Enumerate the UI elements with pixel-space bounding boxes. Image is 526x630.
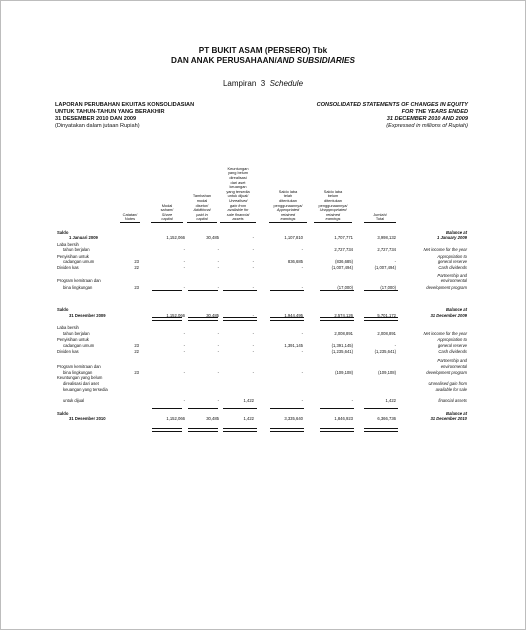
row-label-english: Unrealised gain from — [428, 381, 467, 386]
cell-total: 2,727,734 — [377, 247, 396, 252]
row-label: direalisasi dari aset — [63, 381, 99, 386]
row-label: Dividen kas — [57, 265, 79, 270]
row-label: 31 Desember 2009 — [69, 313, 106, 318]
row-label-english: development program — [426, 285, 467, 290]
cell-total: (1,235,641) — [374, 349, 396, 354]
cell-unrealised-gain: - — [252, 349, 254, 354]
cell-unappropriated-earnings: - — [351, 398, 353, 403]
cell-unrealised-gain: - — [252, 285, 254, 290]
cell-share-capital: - — [183, 398, 185, 403]
rule-c5-2010 — [320, 408, 354, 409]
cell-additional-paid-in-capital: - — [217, 398, 219, 403]
column-header-rule — [120, 222, 140, 223]
column-header-line: modal — [196, 197, 208, 203]
row-label: untuk dijual — [63, 398, 85, 403]
cell-unrealised-gain: - — [252, 343, 254, 348]
column-header-appropriated-earnings — [266, 190, 310, 223]
column-header-line: earnings — [325, 216, 341, 222]
cell-total: (1,007,494) — [374, 265, 396, 270]
row-label: Program kemitraan dan — [57, 278, 101, 283]
table-row — [0, 235, 526, 241]
cell-unappropriated-earnings: 1,846,923 — [334, 416, 353, 421]
table-row — [0, 265, 526, 271]
double-rule-c6-2009 — [364, 317, 398, 321]
title-en-line3: 31 DECEMBER 2010 AND 2009 — [386, 116, 468, 122]
row-label: 31 Desember 2010 — [69, 416, 106, 421]
row-label-english: environmental — [440, 278, 467, 283]
cell-share-capital: - — [183, 343, 185, 348]
cell-unappropriated-earnings: (109,108) — [335, 370, 353, 375]
cell-unappropriated-earnings: (836,685) — [335, 259, 353, 264]
row-label: bina lingkungan — [63, 285, 93, 290]
rule-c6-2009 — [364, 290, 398, 291]
double-rule-c4-2009 — [270, 317, 304, 321]
cell-appropriated-earnings: - — [301, 370, 303, 375]
cell-unrealised-gain: - — [252, 313, 254, 318]
cell-unappropriated-earnings: 2,574,126 — [334, 313, 353, 318]
table-row — [0, 313, 526, 319]
column-header-line: capital — [196, 216, 208, 222]
column-header-additional-paid-in-capital — [184, 194, 220, 223]
cell-appropriated-earnings: - — [301, 349, 303, 354]
row-note: 23 — [134, 343, 139, 348]
row-label-english: Net income for the year — [423, 247, 467, 252]
column-header-rule — [187, 222, 217, 223]
row-note: 22 — [134, 349, 139, 354]
column-header-rule — [364, 222, 396, 223]
cell-unrealised-gain: - — [252, 370, 254, 375]
row-label: Saldo — [57, 230, 69, 235]
column-header-unrealised-gain — [217, 167, 259, 223]
cell-total: 6,366,736 — [377, 416, 396, 421]
double-rule-c3-2010 — [223, 428, 257, 432]
row-label: Saldo — [57, 411, 69, 416]
column-header-line: Modal — [161, 202, 173, 208]
row-label: cadangan umum — [63, 259, 95, 264]
title-en-line1: CONSOLIDATED STATEMENTS OF CHANGES IN EQUITY — [316, 102, 468, 108]
column-header-rule — [151, 222, 183, 223]
column-header-line: available for — [227, 207, 249, 213]
company-subsidiaries: DAN ANAK PERUSAHAAN/AND SUBSIDIARIES — [171, 56, 355, 65]
row-label-english: 31 December 2009 — [430, 313, 467, 318]
cell-unrealised-gain: 1,422 — [243, 398, 254, 403]
column-header-line: belum — [327, 193, 339, 199]
column-header-share-capital — [148, 204, 186, 223]
column-header-line: penggunaannya/ — [273, 202, 303, 208]
cell-share-capital: - — [183, 259, 185, 264]
table-row — [0, 416, 526, 422]
cell-additional-paid-in-capital: - — [217, 331, 219, 336]
column-header-line: Saldo laba — [278, 188, 298, 194]
double-rule-c5-2009 — [320, 317, 354, 321]
cell-unrealised-gain: - — [252, 331, 254, 336]
table-row — [0, 349, 526, 355]
row-label: Laba bersih — [57, 325, 79, 330]
row-note: 23 — [134, 259, 139, 264]
row-label-english: environmental — [440, 364, 467, 369]
cell-share-capital: - — [183, 285, 185, 290]
row-note: 22 — [134, 265, 139, 270]
column-header-rule — [220, 222, 256, 223]
cell-total: 5,701,172 — [377, 313, 396, 318]
cell-share-capital: 1,152,066 — [166, 416, 185, 421]
cell-unrealised-gain: - — [252, 247, 254, 252]
column-header-line: dari aset — [230, 179, 246, 185]
column-header-line: Tambahan — [192, 193, 212, 199]
row-label: tahun berjalan — [63, 247, 90, 252]
title-id-line1: LAPORAN PERUBAHAN EKUITAS KONSOLIDASIAN — [55, 102, 195, 108]
row-label: tahun berjalan — [63, 331, 90, 336]
rule-c3-2009 — [223, 290, 257, 291]
column-header-line: Unrealised — [228, 197, 248, 203]
table-row — [0, 387, 526, 393]
cell-appropriated-earnings: - — [301, 265, 303, 270]
cell-unappropriated-earnings: 2,727,734 — [334, 247, 353, 252]
table-row — [0, 278, 526, 284]
title-id-line4: (Dinyatakan dalam jutaan Rupiah) — [55, 123, 140, 129]
row-label: bina lingkungan — [63, 370, 93, 375]
cell-share-capital: - — [183, 331, 185, 336]
row-label: Program kemitraan dan — [57, 364, 101, 369]
row-label-english: financial assets — [438, 398, 467, 403]
column-header-line: penggunaannya/ — [318, 202, 348, 208]
row-label-english: Net income for the year — [423, 331, 467, 336]
cell-additional-paid-in-capital: - — [217, 265, 219, 270]
rule-c4-2009 — [270, 290, 304, 291]
cell-additional-paid-in-capital: - — [217, 285, 219, 290]
cell-unappropriated-earnings: 2,008,891 — [334, 331, 353, 336]
column-header-line: retained — [325, 211, 341, 217]
cell-unappropriated-earnings: (1,391,145) — [331, 343, 353, 348]
title-id-line3: 31 DESEMBER 2010 DAN 2009 — [55, 116, 137, 122]
double-rule-c5-2010 — [320, 428, 354, 432]
row-label-english: Balance at — [446, 230, 467, 235]
row-label-english: Partnership and — [437, 273, 467, 278]
cell-appropriated-earnings: - — [301, 285, 303, 290]
cell-additional-paid-in-capital: - — [217, 259, 219, 264]
row-label-english: Appropriation to — [437, 254, 467, 259]
row-label-english: Appropriation to — [437, 337, 467, 342]
cell-appropriated-earnings: 1,107,810 — [284, 235, 303, 240]
column-header-line: capital — [161, 216, 173, 222]
table-row — [0, 285, 526, 291]
cell-appropriated-earnings: - — [301, 247, 303, 252]
rule-c5-2009 — [320, 290, 354, 291]
column-header-line: gain from — [229, 202, 247, 208]
cell-total: 3,998,132 — [377, 235, 396, 240]
column-header-line: Keuntungan — [227, 165, 249, 171]
column-header-line: earnings — [280, 216, 296, 222]
column-header-line: telah — [283, 193, 293, 199]
row-label-english: Cash dividends — [438, 349, 467, 354]
row-label-english: Cash dividends — [438, 265, 467, 270]
column-header-line: Total — [375, 216, 385, 222]
row-label: cadangan umum — [63, 343, 95, 348]
column-header-line: untuk dijual/ — [227, 193, 249, 199]
row-label-english: available for sale — [435, 387, 467, 392]
cell-unappropriated-earnings: (1,235,641) — [331, 349, 353, 354]
row-label: Keuntungan yang belum — [57, 375, 103, 380]
rule-c2-2010 — [188, 408, 218, 409]
table-row — [0, 398, 526, 404]
column-header-line: disetor/ — [195, 202, 209, 208]
column-header-line: sale financial — [226, 211, 250, 217]
rule-c6-2010 — [364, 408, 398, 409]
column-header-line: Jumlah/ — [373, 211, 387, 217]
cell-total: - — [394, 343, 396, 348]
cell-additional-paid-in-capital: 30,485 — [206, 313, 219, 318]
rule-c2-2009 — [188, 290, 218, 291]
cell-appropriated-earnings: 3,335,640 — [284, 416, 303, 421]
column-header-line: yang belum — [227, 170, 249, 176]
cell-share-capital: - — [183, 349, 185, 354]
cell-appropriated-earnings: 1,944,495 — [284, 313, 303, 318]
cell-additional-paid-in-capital: 30,485 — [206, 235, 219, 240]
title-en-line2: FOR THE YEARS ENDED — [401, 109, 468, 115]
rule-c1-2010 — [152, 408, 182, 409]
cell-additional-paid-in-capital: - — [217, 247, 219, 252]
cell-unappropriated-earnings: (17,000) — [337, 285, 353, 290]
column-header-line: ditentukan — [279, 197, 297, 203]
row-label-english: 1 January 2009 — [436, 235, 467, 240]
double-rule-c6-2010 — [364, 428, 398, 432]
cell-unrealised-gain: - — [252, 259, 254, 264]
row-label-english: general reserve — [437, 343, 467, 348]
column-header-line: ditentukan — [324, 197, 342, 203]
column-header-line: Catatan/ — [122, 211, 138, 217]
cell-total: 1,422 — [385, 398, 396, 403]
row-note: 23 — [134, 370, 139, 375]
rule-c3-2010 — [223, 408, 257, 409]
row-label-english: 31 December 2010 — [430, 416, 467, 421]
title-en-line4: (Expressed in millions of Rupiah) — [386, 123, 468, 129]
column-header-line: Additional — [193, 207, 211, 213]
column-header-line: retained — [280, 211, 296, 217]
column-header-line: yang tersedia — [226, 188, 250, 194]
cell-unappropriated-earnings: 1,707,771 — [334, 235, 353, 240]
row-label: Laba bersih — [57, 242, 79, 247]
cell-unrealised-gain: 1,422 — [243, 416, 254, 421]
column-header-line: keuangan — [229, 184, 247, 190]
column-header-line: Unappropriated — [319, 207, 347, 213]
cell-unrealised-gain: - — [252, 265, 254, 270]
cell-additional-paid-in-capital: - — [217, 343, 219, 348]
double-rule-c3-2009 — [223, 317, 257, 321]
row-label-english: general reserve — [437, 259, 467, 264]
cell-unappropriated-earnings: (1,007,494) — [331, 265, 353, 270]
double-rule-c4-2010 — [270, 428, 304, 432]
cell-share-capital: 1,152,066 — [166, 313, 185, 318]
cell-total: - — [394, 259, 396, 264]
row-label: 1 Januari 2009 — [69, 235, 98, 240]
column-header-unappropriated-earnings — [311, 190, 355, 223]
cell-share-capital: - — [183, 265, 185, 270]
double-rule-c2-2010 — [188, 428, 218, 432]
cell-appropriated-earnings: - — [301, 398, 303, 403]
cell-appropriated-earnings: 1,391,145 — [284, 343, 303, 348]
column-header-line: Share — [161, 211, 173, 217]
table-row — [0, 247, 526, 253]
cell-share-capital: - — [183, 247, 185, 252]
cell-share-capital: - — [183, 370, 185, 375]
column-header-line: saham/ — [160, 207, 174, 213]
cell-additional-paid-in-capital: - — [217, 370, 219, 375]
company-name: PT BUKIT ASAM (PERSERO) Tbk — [198, 46, 328, 55]
row-label: Penyisihan untuk — [57, 337, 89, 342]
schedule-label: Lampiran 3 Schedule — [222, 79, 304, 88]
column-header-total — [361, 213, 399, 223]
column-header-line: Appropriated — [276, 207, 300, 213]
row-label-english: Partnership and — [437, 358, 467, 363]
cell-appropriated-earnings: - — [301, 331, 303, 336]
double-rule-c1-2010 — [152, 428, 182, 432]
row-label: keuangan yang tersedia — [63, 387, 108, 392]
double-rule-c1-2009 — [152, 317, 182, 321]
cell-additional-paid-in-capital: 30,485 — [206, 416, 219, 421]
column-header-line: Saldo laba — [323, 188, 343, 194]
column-header-line: Notes — [124, 216, 136, 222]
rule-c4-2010 — [270, 408, 304, 409]
cell-total: 2,008,891 — [377, 331, 396, 336]
cell-total: (17,000) — [380, 285, 396, 290]
column-header-rule — [314, 222, 352, 223]
row-label-english: Balance at — [446, 307, 467, 312]
row-note: 23 — [134, 285, 139, 290]
cell-total: (109,108) — [378, 370, 396, 375]
double-rule-c2-2009 — [188, 317, 218, 321]
column-header-line: direalisasi — [229, 174, 247, 180]
row-label: Penyisihan untuk — [57, 254, 89, 259]
cell-share-capital: 1,152,066 — [166, 235, 185, 240]
column-header-line: assets — [232, 216, 244, 222]
title-id-line2: UNTUK TAHUN-TAHUN YANG BERAKHIR — [55, 109, 165, 115]
rule-c1-2009 — [152, 290, 182, 291]
row-label-english: Balance at — [446, 411, 467, 416]
cell-additional-paid-in-capital: - — [217, 349, 219, 354]
column-header-line: paid in — [196, 211, 208, 217]
row-label-english: development program — [426, 370, 467, 375]
cell-appropriated-earnings: 836,685 — [287, 259, 303, 264]
column-header-rule — [269, 222, 307, 223]
row-label: Dividen kas — [57, 349, 79, 354]
cell-unrealised-gain: - — [252, 235, 254, 240]
row-label: Saldo — [57, 307, 69, 312]
column-header-notes — [117, 213, 143, 223]
